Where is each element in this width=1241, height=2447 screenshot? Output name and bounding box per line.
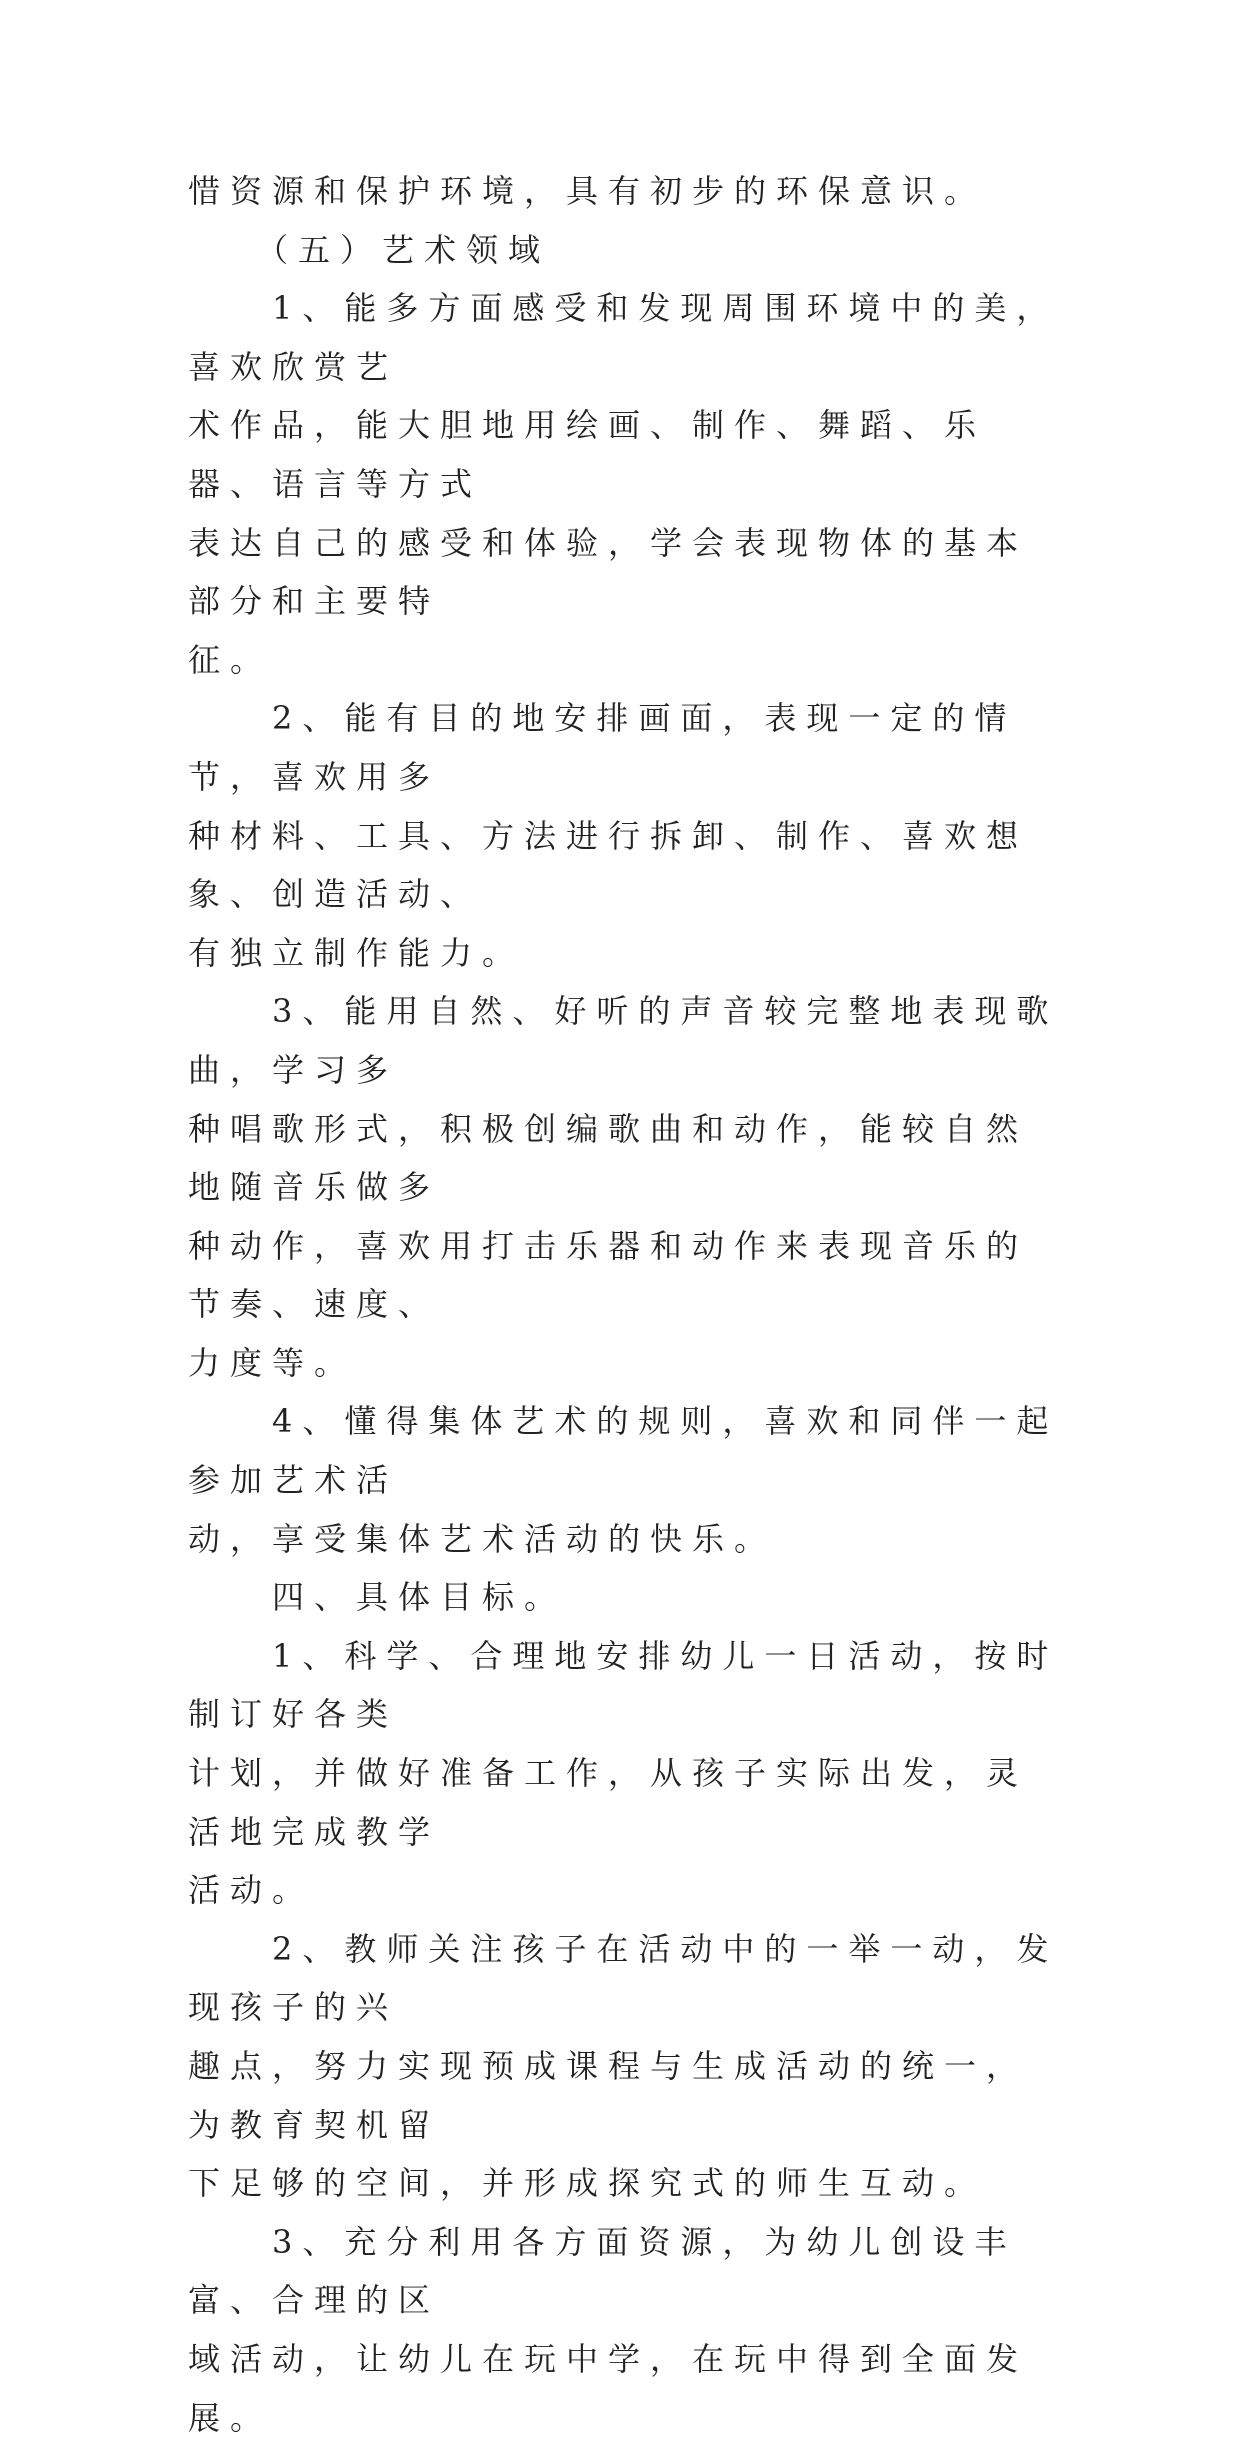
line-22: 下足够的空间，并形成探究式的师生互动。 — [188, 2164, 987, 2203]
line-05: 表达自己的感受和体验，学会表现物体的基本部分和主要特 — [188, 523, 1029, 621]
line-23: 3、充分利用各方面资源，为幼儿创设丰富、合理的区 — [188, 2222, 1017, 2320]
line-07: 2、能有目的地安排画面，表现一定的情节，喜欢用多 — [188, 699, 1017, 796]
document-body — [188, 162, 1068, 2447]
line-11: 种唱歌形式，积极创编歌曲和动作，能较自然地随音乐做多 — [188, 1109, 1029, 1207]
line-12: 种动作，喜欢用打击乐器和动作来表现音乐的节奏、速度、 — [188, 1226, 1029, 1324]
line-19: 活动。 — [188, 1871, 315, 1910]
line-13: 力度等。 — [188, 1343, 357, 1382]
line-14: 4、懂得集体艺术的规则，喜欢和同伴一起参加艺术活 — [188, 1402, 1059, 1500]
line-10: 3、能用自然、好听的声音较完整地表现歌曲，学习多 — [188, 992, 1059, 1089]
line-20: 2、教师关注孩子在活动中的一举一动，发现孩子的兴 — [188, 1929, 1059, 2027]
line-16: 四、具体目标。 — [188, 1578, 567, 1617]
line-17: 1、科学、合理地安排幼儿一日活动，按时制订好各类 — [188, 1636, 1059, 1734]
line-09: 有独立制作能力。 — [188, 933, 525, 972]
line-24: 域活动，让幼儿在玩中学，在玩中得到全面发展。 — [188, 2339, 1029, 2437]
line-15: 动，享受集体艺术活动的快乐。 — [188, 1519, 777, 1558]
line-08: 种材料、工具、方法进行拆卸、制作、喜欢想象、创造活动、 — [188, 816, 1029, 914]
line-01: 惜资源和保护环境，具有初步的环保意识。 — [188, 172, 987, 210]
line-21: 趣点，努力实现预成课程与生成活动的统一，为教育契机留 — [188, 2047, 1029, 2144]
line-02: （五）艺术领域 — [188, 230, 551, 269]
line-03: 1、能多方面感受和发现周围环境中的美，喜欢欣赏艺 — [188, 289, 1059, 386]
line-06: 征。 — [188, 640, 273, 679]
line-18: 计划，并做好准备工作，从孩子实际出发，灵活地完成教学 — [188, 1754, 1029, 1851]
line-04: 术作品，能大胆地用绘画、制作、舞蹈、乐器、语言等方式 — [188, 406, 987, 503]
